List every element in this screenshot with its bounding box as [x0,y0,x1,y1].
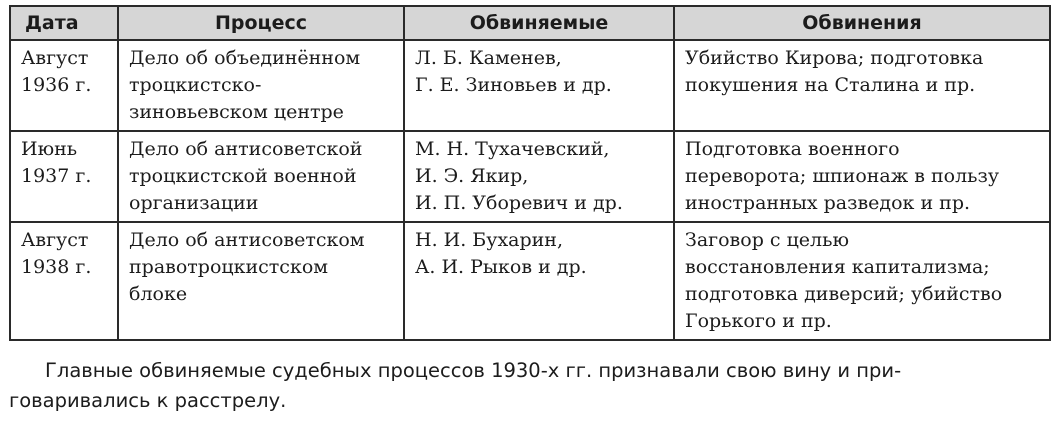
date-year: 1938 г. [21,256,92,278]
charges-text: иностранных разведок и пр. [685,192,971,214]
paragraph-line: Главные обвиняемые судебных процессов 1930-х гг. признавали свою вину и при- [45,359,902,382]
process-cell [118,222,404,340]
process-text: Дело об объединённом [129,47,361,69]
charges-text: переворота; шпионаж в пользу [685,165,1000,187]
accused-cell [404,131,674,222]
accused-text: И. П. Уборевич и др. [415,192,623,214]
process-text: организации [129,192,259,214]
accused-text: Г. Е. Зиновьев и др. [415,74,612,96]
process-text: зиновьевском центре [129,101,344,123]
accused-text: Н. И. Бухарин, [415,229,564,251]
process-cell [118,131,404,222]
charges-text: покушения на Сталина и пр. [685,74,976,96]
process-text: Дело об антисоветской [129,138,363,160]
table-row [10,222,1050,340]
date-year: 1937 г. [21,165,92,187]
charges-text: Горького и пр. [685,310,832,332]
date-cell [10,131,118,222]
process-text: Дело об антисоветском [129,229,365,251]
charges-cell [674,222,1050,340]
accused-text: М. Н. Тухачевский, [415,138,610,160]
charges-text: восстановления капитализма; [685,256,990,278]
header-process: Процесс [118,6,404,40]
table-row [10,131,1050,222]
process-text: блоке [129,283,188,305]
accused-cell [404,222,674,340]
charges-cell [674,131,1050,222]
process-text: правотроцкистском [129,256,329,278]
date-month: Июнь [21,138,78,160]
accused-text: Л. Б. Каменев, [415,47,562,69]
process-text: троцкистской военной [129,165,357,187]
date-month: Август [21,229,89,251]
date-cell [10,222,118,340]
date-cell [10,40,118,131]
header-date: Дата [10,6,118,40]
charges-text: Заговор с целью [685,229,849,251]
accused-text: И. Э. Якир, [415,165,529,187]
trials-table [9,5,1051,341]
charges-text: подготовка диверсий; убийство [685,283,1003,305]
charges-text: Убийство Кирова; подготовка [685,47,984,69]
header-accused: Обвиняемые [404,6,674,40]
paragraph-line: говаривались к расстрелу. [9,389,287,412]
table-header-row [10,6,1050,40]
accused-cell [404,40,674,131]
date-year: 1936 г. [21,74,92,96]
accused-text: А. И. Рыков и др. [415,256,587,278]
date-month: Август [21,47,89,69]
summary-paragraph [9,356,1049,416]
charges-cell [674,40,1050,131]
header-charges: Обвинения [674,6,1050,40]
process-cell [118,40,404,131]
process-text: троцкистско- [129,74,262,96]
charges-text: Подготовка военного [685,138,900,160]
table-row [10,40,1050,131]
